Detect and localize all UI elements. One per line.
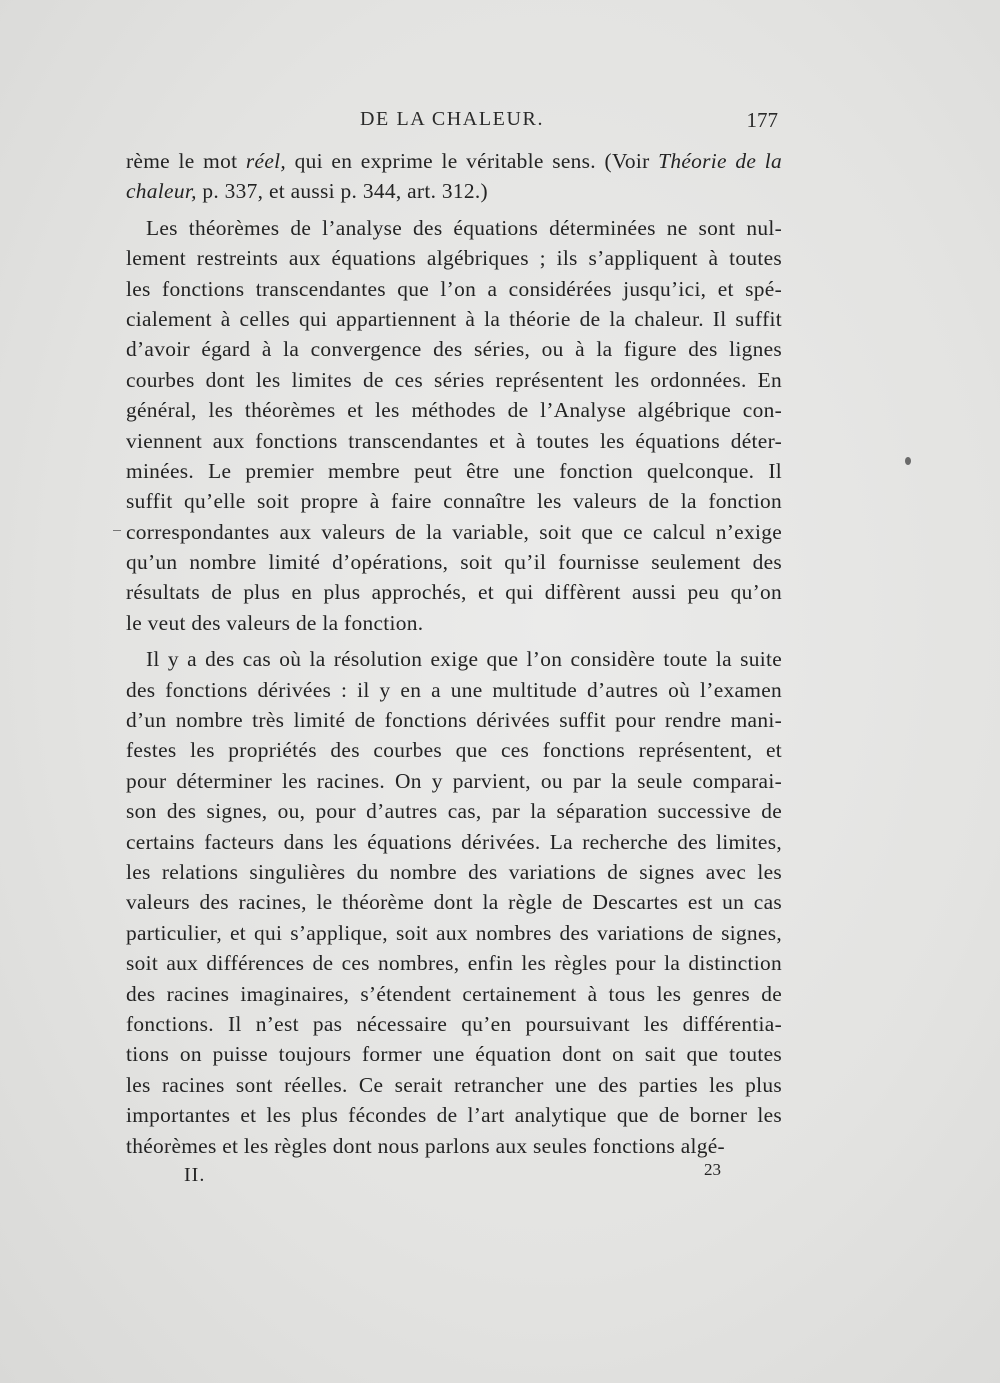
text-line: d’avoir égard à la convergence des séries, ou à la figure des lignes: [126, 337, 782, 362]
text-line: minées. Le premier membre peut être une fonction quelconque. Il: [126, 458, 782, 483]
text-line: certains facteurs dans les équations dérivées. La recherche des limites,: [126, 829, 782, 854]
signature-number: 23: [704, 1160, 721, 1179]
text-line: Il y a des cas où la résolution exige que l’on considère toute la suite: [146, 647, 782, 672]
text-line: viennent aux fonctions transcendantes et à toutes les équations déter-: [126, 428, 782, 453]
text-line: son des signes, ou, pour d’autres cas, par la séparation successive de: [126, 799, 782, 824]
text-line: correspondantes aux valeurs de la variable, soit que ce calcul n’exige: [126, 519, 782, 544]
text-line: qu’un nombre limité d’opérations, soit qu’il fournisse seulement des: [126, 550, 782, 575]
paragraph: [126, 146, 782, 207]
text-line: les fonctions transcendantes que l’on a considérées jusqu’ici, et spé-: [126, 276, 782, 301]
text-line: valeurs des racines, le théorème dont la règle de Descartes est un cas: [126, 890, 782, 915]
text-line: d’un nombre très limité de fonctions dérivées suffit pour rendre mani-: [126, 708, 782, 733]
signature-mark: II.: [184, 1164, 206, 1186]
page-number: 177: [746, 108, 778, 132]
text-line: les racines sont réelles. Ce serait retrancher une des parties les plus: [126, 1072, 782, 1097]
text-line: général, les théorèmes et les méthodes de l’Analyse algébrique con-: [126, 398, 782, 423]
paragraph: [126, 213, 782, 638]
text-line: soit aux différences de ces nombres, enfin les règles pour la distinction: [126, 951, 782, 976]
text-line: particulier, et qui s’applique, soit aux nombres des variations de signes,: [126, 920, 782, 945]
text-line: chaleur, p. 337, et aussi p. 344, art. 312.): [126, 179, 488, 204]
text-line: le veut des valeurs de la fonction.: [126, 610, 424, 635]
paragraph: [126, 644, 782, 1161]
text-line: théorèmes et les règles dont nous parlons aux seules fonctions algé-: [126, 1133, 725, 1158]
text-line: festes les propriétés des courbes que ces fonctions représentent, et: [126, 738, 782, 763]
text-line: pour déterminer les racines. On y parvient, ou par la seule comparai-: [126, 768, 782, 793]
text-line: tions on puisse toujours former une équation dont on sait que toutes: [126, 1042, 782, 1067]
text-line: des racines imaginaires, s’étendent certainement à tous les genres de: [126, 981, 782, 1006]
running-head: DE LA CHALEUR.: [360, 108, 545, 130]
body-text: [126, 146, 782, 1161]
page-header: [130, 108, 778, 140]
text-line: les relations singulières du nombre des variations de signes avec les: [126, 859, 782, 884]
text-line: résultats de plus en plus approchés, et qui diffèrent aussi peu qu’on: [126, 580, 782, 605]
text-line: des fonctions dérivées : il y en a une multitude d’autres où l’examen: [126, 677, 782, 702]
text-line: importantes et les plus fécondes de l’art analytique que de borner les: [126, 1103, 782, 1128]
text-line: fonctions. Il n’est pas nécessaire qu’en poursuivant les différentia-: [126, 1011, 782, 1036]
text-line: rème le mot réel, qui en exprime le véritable sens. (Voir Théorie de la: [126, 149, 782, 173]
text-line: courbes dont les limites de ces séries représentent les ordonnées. En: [126, 367, 782, 392]
margin-mark: [113, 530, 121, 531]
ink-speck: [905, 457, 911, 465]
text-line: Les théorèmes de l’analyse des équations déterminées ne sont nul-: [146, 215, 782, 240]
text-line: lement restreints aux équations algébriques ; ils s’appliquent à toutes: [126, 246, 782, 271]
page-footer: [130, 1160, 778, 1190]
text-line: suffit qu’elle soit propre à faire connaître les valeurs de la fonction: [126, 489, 782, 514]
text-line: cialement à celles qui appartiennent à la théorie de la chaleur. Il suffit: [126, 306, 782, 331]
